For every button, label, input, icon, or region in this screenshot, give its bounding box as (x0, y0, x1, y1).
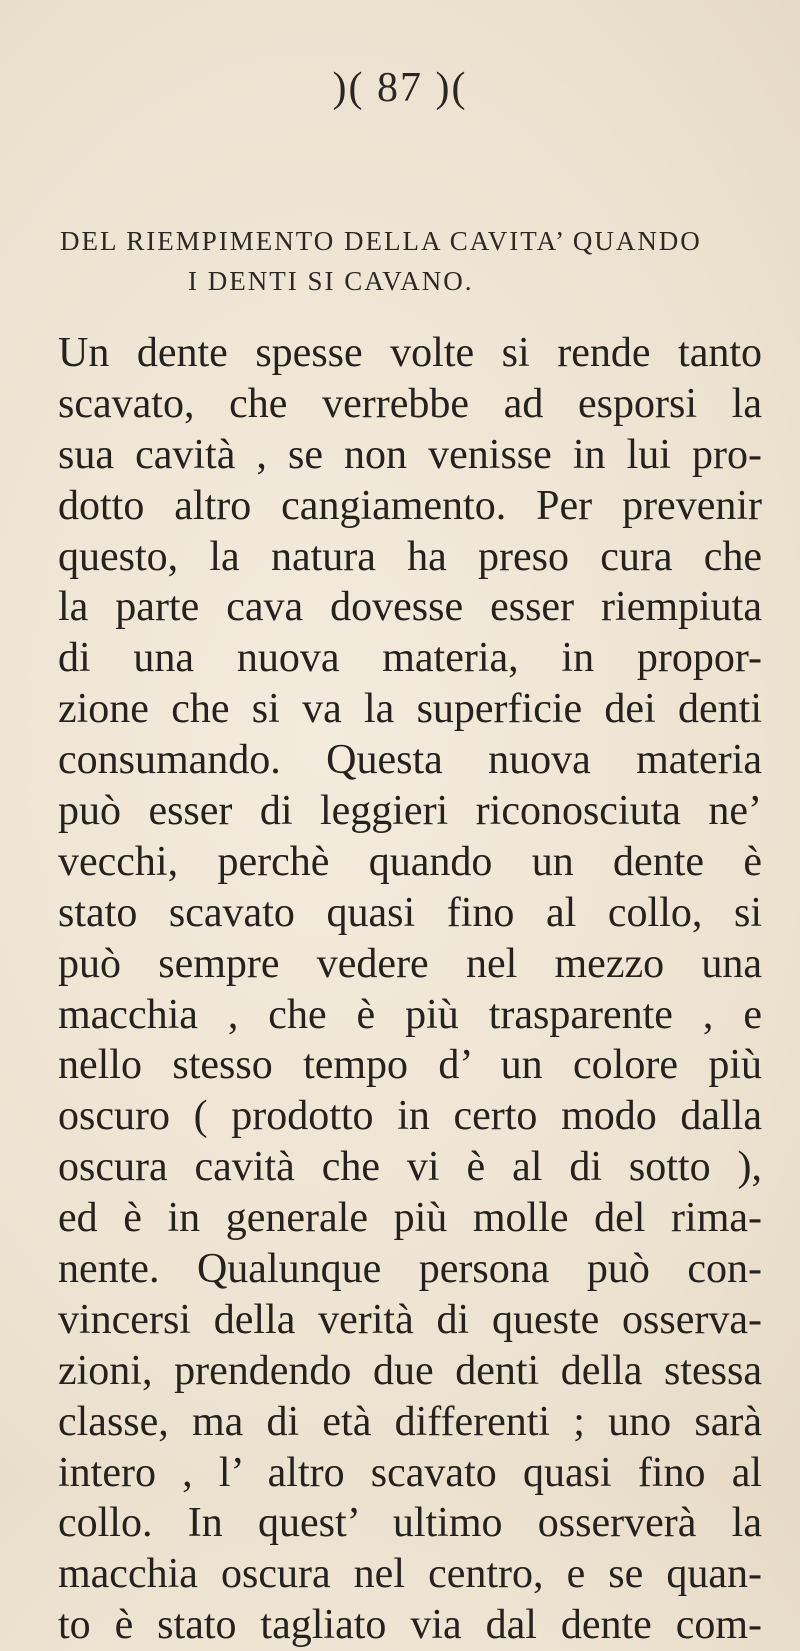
page-number: )( 87 )( (332, 65, 468, 111)
text-line: oscuro ( prodotto in certo modo dalla (58, 1093, 762, 1140)
text-line: macchia , che è più trasparente , e (58, 991, 762, 1038)
text-line: intero , l’ altro scavato quasi fino al (58, 1449, 762, 1496)
text-line: ed è in generale più molle del rima- (58, 1195, 762, 1242)
text-line: vincersi della verità di queste osserva- (58, 1296, 762, 1343)
text-line: macchia oscura nel centro, e se quan- (58, 1551, 762, 1598)
text-line: può esser di leggieri riconosciuta ne’ (58, 788, 762, 835)
text-line: la parte cava dovesse esser riempiuta (58, 584, 762, 631)
chapter-heading-line-2: I DENTI SI CAVANO. (188, 266, 474, 296)
text-line: zioni, prendendo due denti della stessa (58, 1347, 762, 1394)
chapter-heading-line-1: DEL RIEMPIMENTO DELLA CAVITA’ QUANDO (60, 226, 702, 256)
text-line: di una nuova materia, in propor- (58, 635, 762, 682)
text-line: vecchi, perchè quando un dente è (58, 838, 762, 885)
text-line: stato scavato quasi fino al collo, si (58, 889, 762, 936)
text-line: sua cavità , se non venisse in lui pro- (58, 431, 762, 478)
text-line: nente. Qualunque persona può con- (58, 1246, 762, 1293)
text-line: consumando. Questa nuova materia (58, 737, 762, 784)
text-line: oscura cavità che vi è al di sotto ), (58, 1144, 762, 1191)
text-line: nello stesso tempo d’ un colore più (58, 1042, 762, 1089)
text-line: to è stato tagliato via dal dente com- (58, 1602, 762, 1649)
text-line: collo. In quest’ ultimo osserverà la (58, 1500, 762, 1547)
text-line: zione che si va la superficie dei denti (58, 686, 762, 733)
text-line: dotto altro cangiamento. Per prevenir (58, 482, 762, 529)
text-line: questo, la natura ha preso cura che (58, 533, 762, 580)
text-line: classe, ma di età differenti ; uno sarà (58, 1398, 762, 1445)
text-line: Un dente spesse volte si rende tanto (58, 330, 762, 376)
body-text (58, 328, 762, 1651)
text-line: scavato, che verrebbe ad esporsi la (58, 380, 762, 427)
text-line: può sempre vedere nel mezzo una (58, 940, 762, 987)
